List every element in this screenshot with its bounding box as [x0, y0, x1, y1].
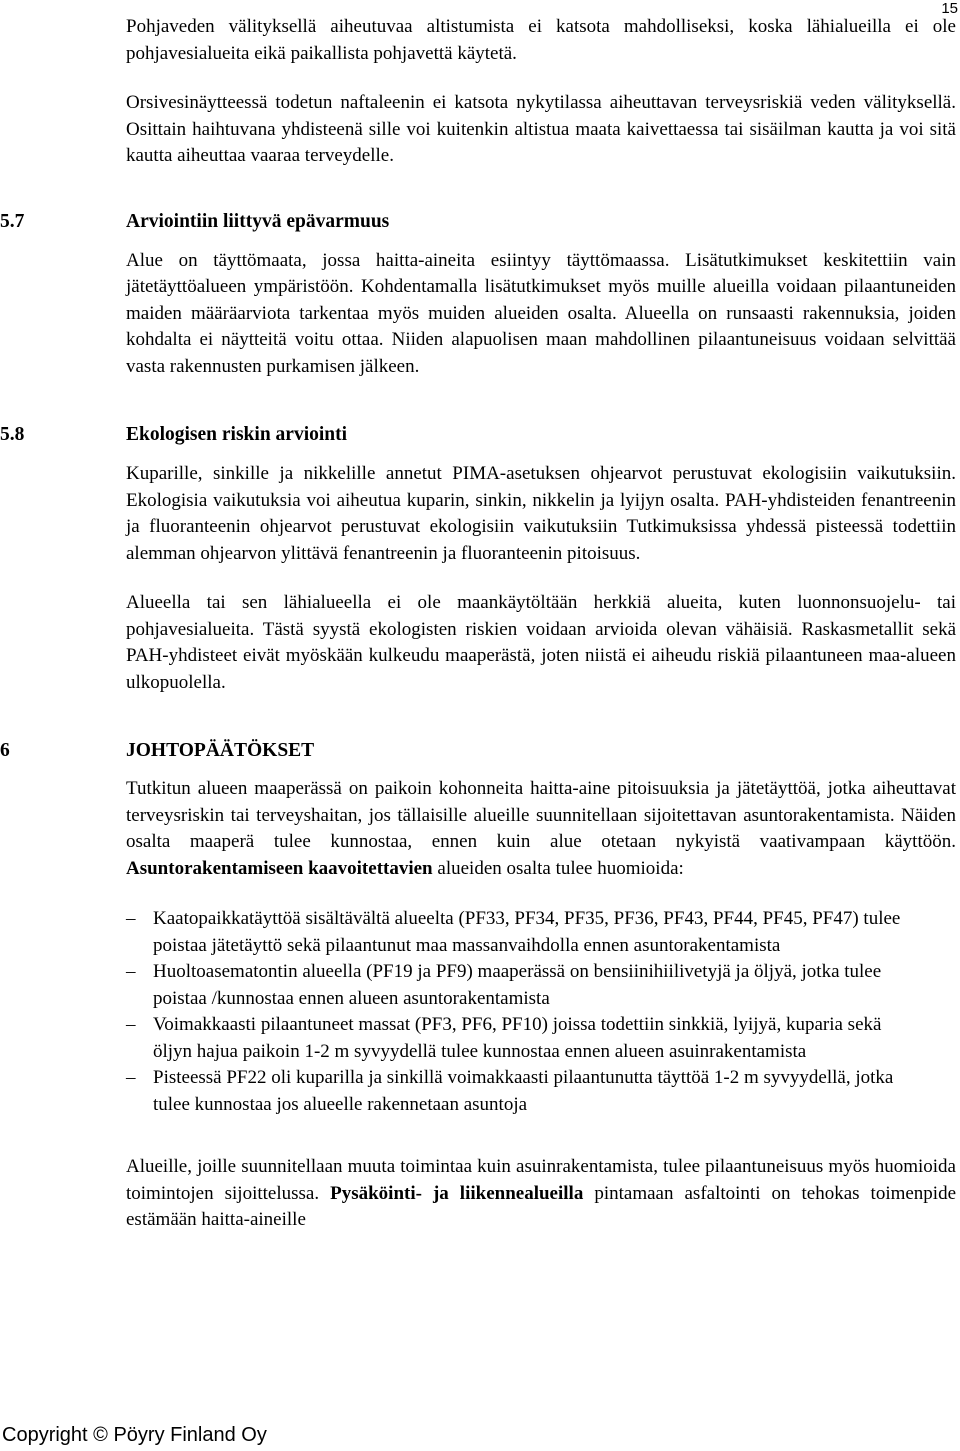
- other-areas-bold-text: Pysäköinti- ja liikennealueilla: [330, 1182, 584, 1204]
- paragraph-ecological-1: Kuparille, sinkille ja nikkelille annetut PIMA-asetuksen ohjearvot perustuvat ekologisiin vaikutuksiin. Ekologisia vaikutuksia voi aiheutua kuparin, sinkin, nikkelin ja lyijyn osalta. PAH-yhdisteiden fenantreenin ja fluoranteenin ohjearvot perustuvat ekologisiin vaikutuksiin Tutkimuksissa yhdessä pisteessä todettiin alemman ohjearvon ylittävä fenantreenin ja fluoranteenin pitoisuus.: [126, 463, 956, 564]
- paragraph-uncertainty: Alue on täyttömaata, jossa haitta-aineita esiintyy täyttömaassa. Lisätutkimukset keskitettiin vain jätetäyttöalueen ympäristöön. Kohdentamalla lisätutkimukset myös muille alueilla voidaan pilaantuneiden maiden määräarviota tarkentaa myös muiden alueiden osalta. Alueella on runsaasti rakennuksia, joiden kohdalta ei näytteitä voitu ottaa. Niiden alapuolisen maan mahdollinen pilaantuneisuus voidaan selvittää vasta rakennusten purkamisen jälkeen.: [126, 249, 956, 377]
- other-areas-tail-text: pintamaan asfaltointi on tehokas toimenpide estämään haitta-aineille: [126, 1182, 957, 1230]
- paragraph-conclusions: [126, 776, 956, 882]
- dash-bullet-icon: –: [126, 961, 136, 982]
- heading-5-8-title: Ekologisen riskin arviointi: [126, 424, 348, 445]
- list-item-text: Huoltoasematontin alueella (PF19 ja PF9) maaperässä on bensiinihiilivetyjä ja öljyä, jotka tulee poistaa /kunnostaa ennen alueen asuntorakentamista: [153, 961, 882, 1009]
- page-number: 15: [941, 0, 958, 17]
- heading-5-7-title: Arviointiin liittyvä epävarmuus: [126, 210, 390, 232]
- heading-6-title: JOHTOPÄÄTÖKSET: [126, 740, 315, 761]
- list-item-text: Pisteessä PF22 oli kuparilla ja sinkillä voimakkaasti pilaantunutta täyttöä 1-2 m syvyydellä, jotka tulee kunnostaa jos alueelle rakennetaan asuntoja: [153, 1067, 894, 1115]
- list-item-text: Kaatopaikkatäyttöä sisältävältä alueelta (PF33, PF34, PF35, PF36, PF43, PF44, PF45, PF47) tulee poistaa jätetäyttö sekä pilaantunut maa massanvaihdolla ennen asuntorakentamista: [153, 908, 901, 956]
- heading-5-8: [0, 422, 960, 448]
- list-item-text: Voimakkaasti pilaantuneet massat (PF3, PF6, PF10) joissa todettiin sinkkiä, lyijyä, kuparia sekä öljyn hajua paikoin 1-2 m syvyydellä tulee kunnostaa ennen alueen asuinrakentamista: [153, 1014, 882, 1062]
- conclusions-text: Tutkitun alueen maaperässä on paikoin kohonneita haitta-aine pitoisuuksia ja jätetäyttöä, jotka aiheuttavat terveysriskin tai terveyshaitan, jos tällaisille alueille suunnitellaan sijoitettavan asuntorakentamista. Näiden osalta maaperä tulee kunnostaa, ennen kuin alue otetaan nykyistä vaativampaan käyttöön.: [126, 778, 956, 852]
- heading-6: [0, 738, 960, 764]
- list-item: [126, 1012, 956, 1065]
- other-areas-text: Alueille, joille suunnitellaan muuta toimintaa kuin asuinrakentamista, tulee pilaantuneisuus myös huomioida toimintojen sijoittelussa.: [126, 1156, 956, 1204]
- dash-bullet-icon: –: [126, 908, 136, 929]
- dash-bullet-icon: –: [126, 1067, 136, 1088]
- dash-bullet-icon: –: [126, 1014, 136, 1035]
- paragraph-naphthalene: Orsivesinäytteessä todetun naftaleenin ei katsota nykytilassa aiheuttavan terveysriskiä veden välityksellä. Osittain haihtuvana yhdisteenä sille voi kuitenkin altistua maata kaivettaessa tai sisäilman kautta ja voi sitä kautta aiheuttaa vaaraa terveydelle.: [126, 92, 956, 166]
- paragraph-groundwater: Pohjaveden välityksellä aiheutuvaa altistumista ei katsota mahdolliseksi, koska lähialueilla ei ole pohjavesialueita eikä paikallista pohjavettä käytetä.: [126, 16, 956, 64]
- conclusions-list: [126, 906, 956, 1118]
- document-body: [0, 14, 960, 1234]
- list-item: [126, 1065, 956, 1118]
- heading-5-7: [0, 209, 960, 235]
- conclusions-bold-text: Asuntorakentamiseen kaavoitettavien: [126, 857, 433, 879]
- heading-5-7-number: 5.7: [0, 210, 25, 232]
- paragraph-other-areas: [126, 1154, 956, 1234]
- conclusions-tail-text: alueiden osalta tulee huomioida:: [437, 857, 684, 879]
- heading-5-8-number: 5.8: [0, 424, 25, 445]
- paragraph-ecological-2: Alueella tai sen lähialueella ei ole maankäytöltään herkkiä alueita, kuten luonnonsuojelu- tai pohjavesialueita. Tästä syystä ekologisten riskien voidaan arvioida olevan vähäisiä. Raskasmetallit sekä PAH-yhdisteet eivät myöskään kulkeudu maaperästä, joten niistä ei aiheudu riskiä pilaantuneen maa-alueen ulkopuolella.: [126, 592, 956, 693]
- copyright-footer: Copyright © Pöyry Finland Oy: [2, 1424, 267, 1446]
- list-item: [126, 959, 956, 1012]
- list-item: [126, 906, 956, 959]
- heading-6-number: 6: [0, 740, 10, 761]
